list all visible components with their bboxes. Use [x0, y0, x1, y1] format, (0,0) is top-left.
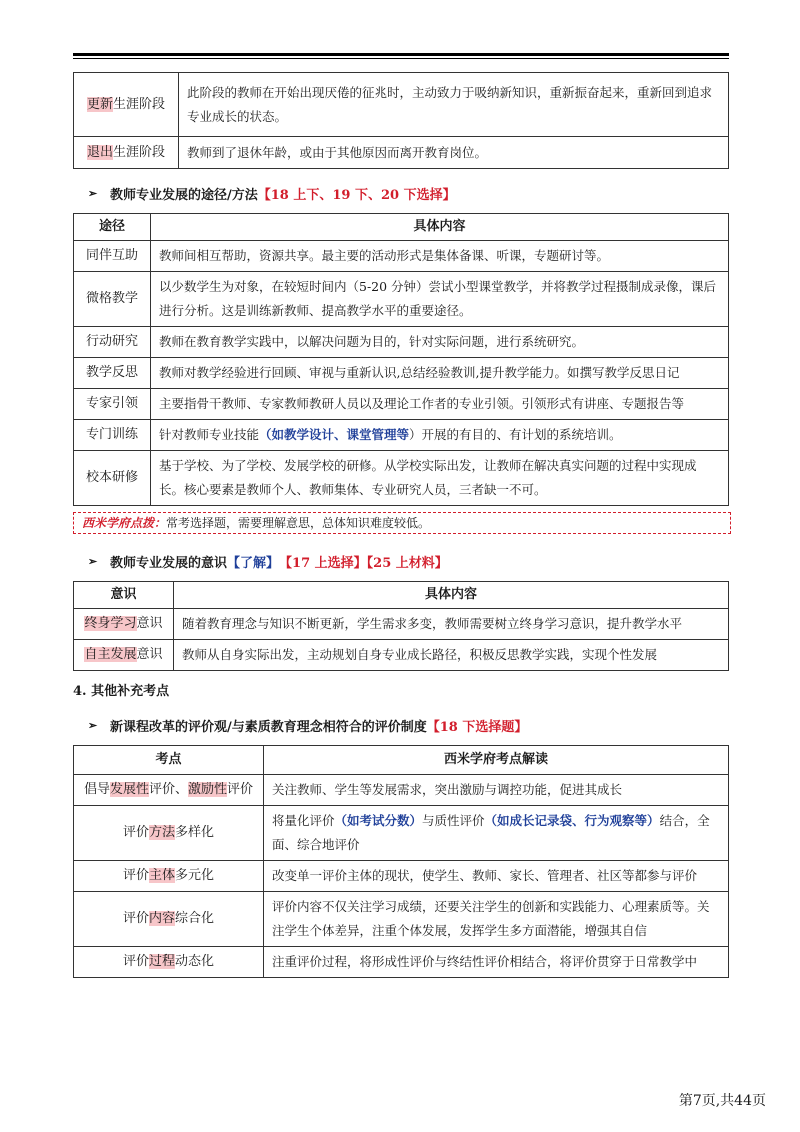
- table-row: 终身学习意识 随着教育理念与知识不断更新，学生需求多变，教师需要树立终身学习意识，提升教学水平: [74, 609, 729, 640]
- tip-box: 西米学府点拨：常考选择题，需要理解意思，总体知识难度较低。: [73, 512, 731, 534]
- awareness-table: [73, 581, 729, 671]
- arrow-bullet-icon: ➢: [88, 719, 98, 732]
- table-row: 专家引领 主要指骨干教师、专家教师教研人员以及理论工作者的专业引领。引领形式有讲座、专题报告等: [74, 389, 729, 420]
- table-row: [74, 73, 729, 137]
- evaluation-table: [73, 745, 729, 978]
- table-header-row: 考点 西米学府考点解读: [74, 746, 729, 775]
- arrow-bullet-icon: ➢: [88, 555, 98, 568]
- header-rule-thick: [73, 53, 729, 56]
- awareness-heading: ➢ 教师专业发展的意识 【了解】 【17 上选择】【25 上材料】: [88, 555, 448, 571]
- table-row: 同伴互助 教师间相互帮助，资源共享。最主要的活动形式是集体备课、听课，专题研讨等。: [74, 241, 729, 272]
- table-row: 评价主体多元化 改变单一评价主体的现状，使学生、教师、家长、管理者、社区等都参与评价: [74, 861, 729, 892]
- page-number: 第7页,共44页: [678, 1093, 766, 1109]
- table-row: 倡导发展性评价、激励性评价 关注教师、学生等发展需求，突出激励与调控功能，促进其成长: [74, 775, 729, 806]
- table-header-row: 途径 具体内容: [74, 214, 729, 241]
- table-row: 评价内容综合化 评价内容不仅关注学习成绩，还要关注学生的创新和实践能力、心理素质等。关注学生个体差异，注重个体发展，发挥学生多方面潜能，增强其自信: [74, 892, 729, 947]
- evaluation-heading: ➢ 新课程改革的评价观/与素质教育理念相符合的评价制度 【18 下选择题】: [88, 719, 528, 735]
- path-table: [73, 213, 729, 506]
- table-row: 专门训练 针对教师专业技能（如教学设计、课堂管理等）开展的有目的、有计划的系统培训。: [74, 420, 729, 451]
- table-header-row: 意识 具体内容: [74, 582, 729, 609]
- table-row: 行动研究 教师在教育教学实践中，以解决问题为目的，针对实际问题，进行系统研究。: [74, 327, 729, 358]
- stage-content: 教师到了退休年龄，或由于其他原因而离开教育岗位。: [179, 137, 729, 169]
- table-row: 校本研修 基于学校、为了学校、发展学校的研修。从学校实际出发，让教师在解决真实问题的过程中实现成长。核心要素是教师个人、教师集体、专业研究人员，三者缺一不可。: [74, 451, 729, 506]
- stage-name: 更新生涯阶段: [74, 73, 179, 137]
- table-row: 评价过程动态化 注重评价过程，将形成性评价与终结性评价相结合，将评价贯穿于日常教学中: [74, 947, 729, 978]
- table-row: [74, 137, 729, 169]
- career-stage-table: [73, 72, 729, 169]
- table-row: 评价方法多样化 将量化评价（如考试分数）与质性评价（如成长记录袋、行为观察等）结合，全面、综合地评价: [74, 806, 729, 861]
- header-rule-thin: [73, 58, 729, 59]
- stage-content: 此阶段的教师在开始出现厌倦的征兆时，主动致力于吸纳新知识，重新振奋起来，重新回到追求专业成长的状态。: [179, 73, 729, 137]
- table-row: 自主发展意识 教师从自身实际出发，主动规划自身专业成长路径，积极反思教学实践，实现个性发展: [74, 640, 729, 671]
- stage-name: 退出生涯阶段: [74, 137, 179, 169]
- arrow-bullet-icon: ➢: [88, 187, 98, 200]
- path-heading: ➢ 教师专业发展的途径/方法 【18 上下、19 下、20 下选择】: [88, 187, 456, 203]
- table-row: 教学反思 教师对教学经验进行回顾、审视与重新认识,总结经验教训,提升教学能力。如撰写教学反思日记: [74, 358, 729, 389]
- table-row: 微格教学 以少数学生为对象，在较短时间内（5-20 分钟）尝试小型课堂教学，并将教学过程摄制成录像，课后进行分析。这是训练新教师、提高教学水平的重要途径。: [74, 272, 729, 327]
- section-4-title: 4. 其他补充考点: [73, 684, 170, 699]
